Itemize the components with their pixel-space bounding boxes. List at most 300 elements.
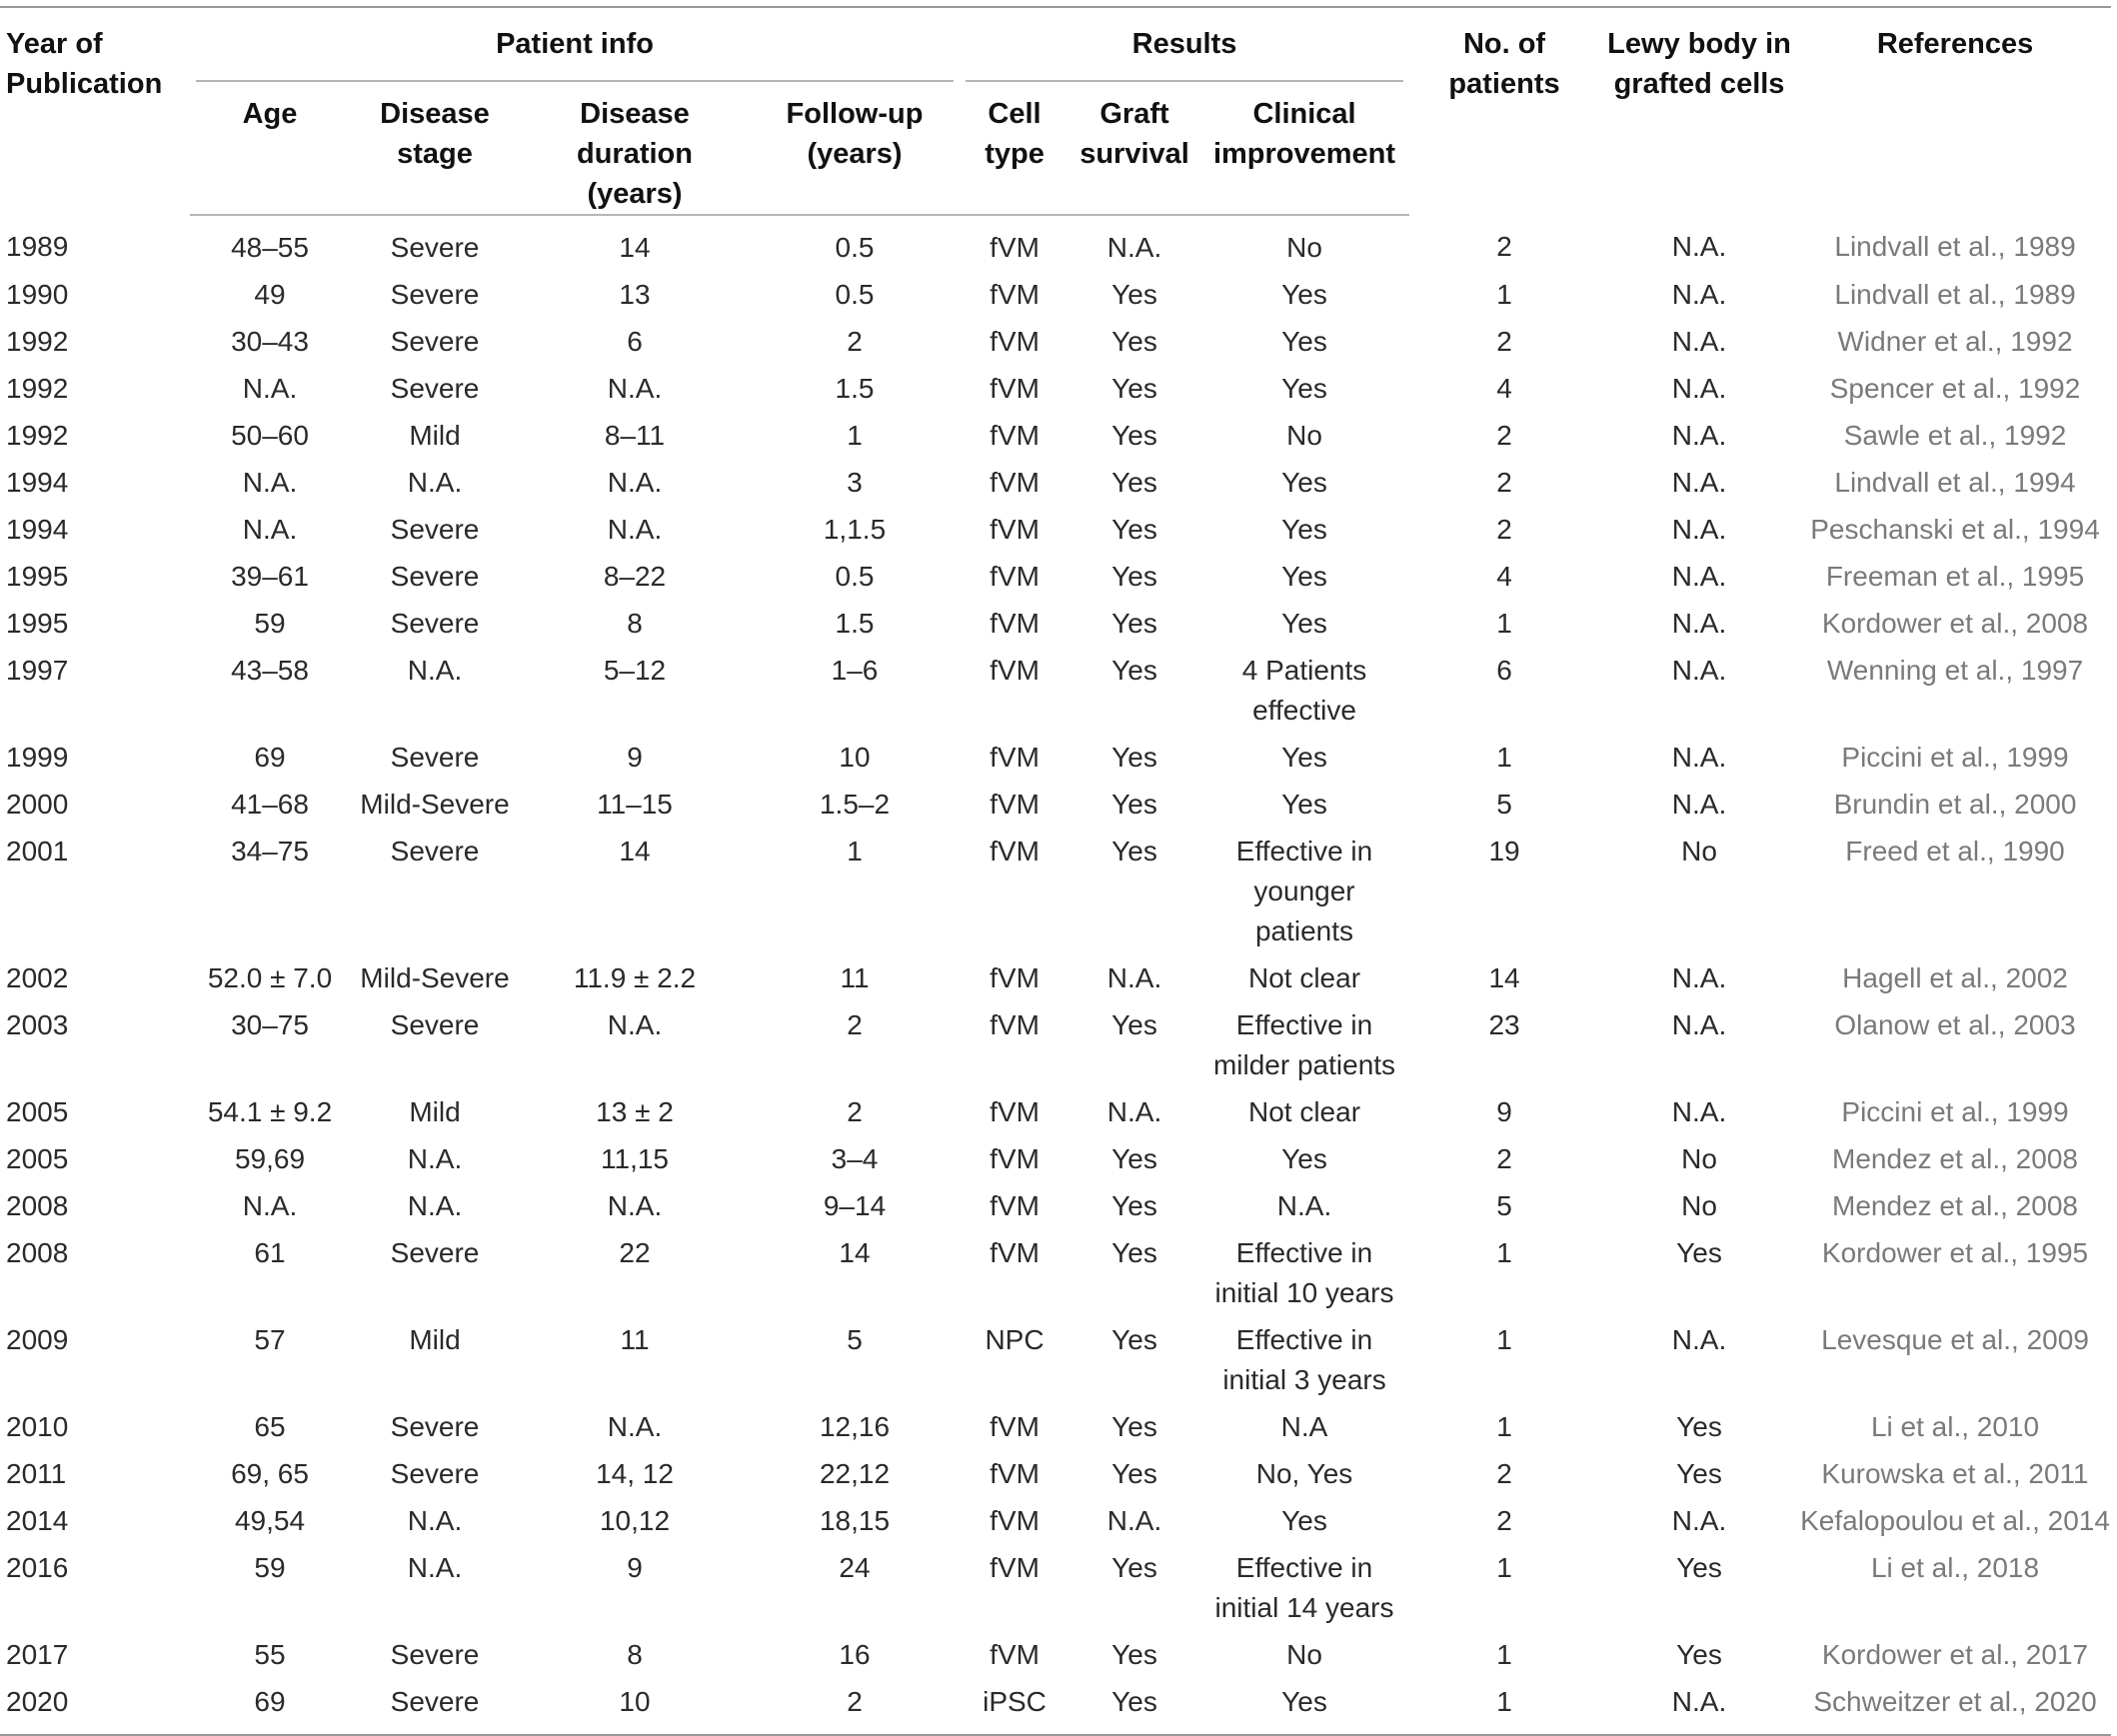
cell-graft-survival: Yes: [1111, 1324, 1157, 1355]
table-row: [0, 1675, 2111, 1735]
table-row: [0, 362, 2111, 409]
cell-reference: Widner et al., 1992: [1837, 326, 2073, 357]
cell-graft-survival: N.A.: [1106, 1096, 1162, 1127]
header-age: Age: [190, 82, 350, 215]
cell-year: 1989: [6, 231, 69, 262]
cell-disease-duration: N.A.: [607, 373, 663, 404]
cell-year: 1992: [6, 420, 69, 451]
cell-graft-survival: Yes: [1111, 1686, 1157, 1717]
cell-graft-survival: Yes: [1111, 1458, 1157, 1489]
cell-reference: Lindvall et al., 1989: [1834, 231, 2076, 262]
cell-year: 2008: [6, 1190, 69, 1221]
table-row: [0, 951, 2111, 998]
header-disease-stage: Disease stage: [350, 82, 520, 215]
cell-disease-stage: Severe: [390, 561, 480, 592]
cell-follow-up: 0.5: [835, 232, 875, 263]
cell-year: 2005: [6, 1096, 69, 1127]
cell-clinical-improvement: Not clear: [1247, 962, 1361, 993]
cell-age: 54.1 ± 9.2: [207, 1096, 333, 1127]
cell-reference: Lindvall et al., 1994: [1834, 467, 2076, 498]
cell-reference: Piccini et al., 1999: [1841, 742, 2069, 773]
cell-year: 1999: [6, 742, 69, 773]
cell-lewy-body: N.A.: [1671, 279, 1727, 310]
cell-reference: Mendez et al., 2008: [1832, 1190, 2078, 1221]
cell-disease-stage: Severe: [390, 514, 480, 545]
cell-disease-duration: 8–11: [604, 420, 666, 451]
table-row: [0, 268, 2111, 315]
cell-lewy-body: N.A.: [1671, 467, 1727, 498]
cell-graft-survival: Yes: [1111, 1190, 1157, 1221]
cell-clinical-improvement: Yes: [1281, 514, 1327, 545]
table-row: [0, 1447, 2111, 1494]
cell-lewy-body: No: [1681, 1143, 1717, 1174]
cell-cell-type: fVM: [990, 836, 1040, 867]
cell-graft-survival: Yes: [1111, 742, 1157, 773]
cell-year: 2010: [6, 1411, 69, 1442]
cell-cell-type: fVM: [990, 373, 1040, 404]
cell-graft-survival: Yes: [1111, 1237, 1157, 1268]
cell-cell-type: fVM: [990, 1411, 1040, 1442]
header-lewy-body: Lewy body in grafted cells: [1607, 28, 1791, 100]
cell-disease-stage: N.A.: [407, 1190, 463, 1221]
cell-graft-survival: Yes: [1111, 1411, 1157, 1442]
table-body: [0, 215, 2111, 1735]
header-patient-info: Patient info: [190, 7, 960, 82]
cell-follow-up: 2: [847, 1096, 863, 1127]
cell-age: 34–75: [231, 836, 309, 867]
cell-lewy-body: N.A.: [1671, 231, 1727, 262]
cell-year: 2002: [6, 962, 69, 993]
cell-clinical-improvement: Yes: [1281, 326, 1327, 357]
cell-age: 59: [254, 1552, 286, 1583]
cell-cell-type: fVM: [990, 1190, 1040, 1221]
table-row: [0, 503, 2111, 550]
table-row: [0, 315, 2111, 362]
cell-disease-duration: 11,15: [601, 1143, 669, 1174]
cell-lewy-body: No: [1681, 836, 1717, 867]
cell-no-patients: 2: [1496, 231, 1512, 262]
cell-follow-up: 0.5: [835, 561, 875, 592]
cell-year: 1990: [6, 279, 69, 310]
cell-cell-type: fVM: [990, 420, 1040, 451]
cell-graft-survival: Yes: [1111, 326, 1157, 357]
cell-disease-stage: N.A.: [407, 467, 463, 498]
cell-lewy-body: N.A.: [1671, 326, 1727, 357]
cell-disease-stage: Severe: [390, 1411, 480, 1442]
cell-disease-stage: Severe: [390, 326, 480, 357]
header-graft-survival: Graft survival: [1069, 82, 1199, 215]
cell-follow-up: 16: [839, 1639, 871, 1670]
cell-clinical-improvement: Effective in initial 14 years: [1214, 1552, 1394, 1623]
table-row: [0, 825, 2111, 951]
table-row: [0, 597, 2111, 644]
header-year: Year of Publication: [6, 28, 163, 100]
cell-disease-duration: 13 ± 2: [596, 1096, 674, 1127]
cell-no-patients: 5: [1496, 789, 1512, 820]
cell-reference: Kefalopoulou et al., 2014: [1800, 1505, 2110, 1536]
cell-no-patients: 2: [1496, 420, 1512, 451]
cell-reference: Piccini et al., 1999: [1841, 1096, 2069, 1127]
cell-disease-stage: Severe: [390, 232, 480, 263]
cell-clinical-improvement: 4 Patients effective: [1241, 655, 1367, 726]
cell-follow-up: 2: [847, 326, 863, 357]
cell-clinical-improvement: Effective in initial 3 years: [1222, 1324, 1386, 1395]
cell-age: 61: [254, 1237, 286, 1268]
cell-cell-type: fVM: [990, 561, 1040, 592]
cell-age: 30–43: [231, 326, 309, 357]
cell-reference: Olanow et al., 2003: [1834, 1009, 2076, 1040]
table-row: [0, 409, 2111, 456]
cell-disease-stage: Severe: [390, 836, 480, 867]
cell-age: N.A.: [242, 467, 298, 498]
cell-year: 2009: [6, 1324, 69, 1355]
cell-disease-stage: Severe: [390, 1458, 480, 1489]
cell-lewy-body: N.A.: [1671, 655, 1727, 686]
cell-year: 1992: [6, 326, 69, 357]
cell-reference: Mendez et al., 2008: [1832, 1143, 2078, 1174]
cell-reference: Kurowska et al., 2011: [1821, 1458, 2089, 1489]
cell-cell-type: fVM: [990, 608, 1040, 639]
cell-clinical-improvement: Effective in milder patients: [1212, 1009, 1396, 1080]
cell-no-patients: 1: [1496, 1552, 1512, 1583]
cell-disease-duration: 13: [619, 279, 651, 310]
cell-follow-up: 22,12: [819, 1458, 891, 1489]
cell-lewy-body: N.A.: [1671, 514, 1727, 545]
cell-year: 1995: [6, 608, 69, 639]
cell-age: 30–75: [231, 1009, 309, 1040]
cell-cell-type: fVM: [990, 467, 1040, 498]
cell-follow-up: 2: [847, 1686, 863, 1717]
cell-disease-duration: 14: [619, 836, 651, 867]
cell-year: 2005: [6, 1143, 69, 1174]
cell-lewy-body: N.A.: [1671, 742, 1727, 773]
cell-clinical-improvement: Yes: [1281, 561, 1327, 592]
table-row: [0, 998, 2111, 1085]
cell-disease-stage: Severe: [390, 1009, 480, 1040]
table-row: [0, 644, 2111, 731]
cell-graft-survival: Yes: [1111, 561, 1157, 592]
cell-clinical-improvement: Yes: [1281, 789, 1327, 820]
cell-disease-duration: N.A.: [607, 1190, 663, 1221]
cell-lewy-body: Yes: [1676, 1411, 1722, 1442]
cell-year: 2001: [6, 836, 69, 867]
cell-no-patients: 1: [1496, 279, 1512, 310]
cell-follow-up: 5: [847, 1324, 863, 1355]
header-clinical-improvement: Clinical improvement: [1199, 82, 1409, 215]
cell-graft-survival: Yes: [1111, 279, 1157, 310]
cell-clinical-improvement: N.A.: [1276, 1190, 1332, 1221]
table-row: [0, 456, 2111, 503]
cell-clinical-improvement: Yes: [1281, 279, 1327, 310]
cell-lewy-body: Yes: [1676, 1639, 1722, 1670]
cell-reference: Kordower et al., 2008: [1821, 608, 2089, 639]
cell-year: 2016: [6, 1552, 69, 1583]
cell-disease-duration: 9: [627, 1552, 643, 1583]
cell-no-patients: 2: [1496, 514, 1512, 545]
cell-clinical-improvement: Effective in initial 10 years: [1214, 1237, 1394, 1308]
cell-disease-stage: Severe: [390, 742, 480, 773]
cell-cell-type: fVM: [990, 1505, 1040, 1536]
cell-no-patients: 1: [1496, 1639, 1512, 1670]
cell-age: 48–55: [231, 232, 309, 263]
cell-age: N.A.: [242, 373, 298, 404]
header-disease-duration: Disease duration (years): [520, 82, 750, 215]
cell-follow-up: 0.5: [835, 279, 875, 310]
cell-disease-duration: 8: [627, 608, 643, 639]
cell-follow-up: 12,16: [819, 1411, 891, 1442]
cell-no-patients: 5: [1496, 1190, 1512, 1221]
cell-no-patients: 6: [1496, 655, 1512, 686]
header-no-patients: No. of patients: [1448, 28, 1560, 100]
cell-lewy-body: N.A.: [1671, 1009, 1727, 1040]
cell-follow-up: 1.5–2: [819, 789, 891, 820]
cell-disease-duration: 10: [619, 1686, 651, 1717]
cell-age: 69, 65: [231, 1458, 309, 1489]
table-row: [0, 1179, 2111, 1226]
cell-lewy-body: Yes: [1676, 1552, 1722, 1583]
cell-year: 2017: [6, 1639, 69, 1670]
cell-year: 2014: [6, 1505, 69, 1536]
cell-cell-type: fVM: [990, 1096, 1040, 1127]
cell-reference: Freed et al., 1990: [1845, 836, 2065, 867]
cell-follow-up: 9–14: [823, 1190, 887, 1221]
header-follow-up: Follow-up (years): [750, 82, 960, 215]
cell-graft-survival: Yes: [1111, 789, 1157, 820]
cell-disease-duration: 11–15: [597, 789, 673, 820]
cell-disease-duration: 14: [619, 232, 651, 263]
cell-disease-stage: Mild-Severe: [360, 789, 510, 820]
cell-reference: Wenning et al., 1997: [1826, 655, 2084, 686]
cell-reference: Kordower et al., 2017: [1821, 1639, 2089, 1670]
cell-disease-stage: Severe: [390, 1686, 480, 1717]
cell-follow-up: 1.5: [835, 373, 875, 404]
cell-disease-stage: N.A.: [407, 1552, 463, 1583]
cell-lewy-body: N.A.: [1671, 1505, 1727, 1536]
cell-graft-survival: Yes: [1111, 655, 1157, 686]
cell-reference: Kordower et al., 1995: [1821, 1237, 2089, 1268]
cell-clinical-improvement: Yes: [1281, 1505, 1327, 1536]
cell-reference: Lindvall et al., 1989: [1834, 279, 2076, 310]
cell-year: 1994: [6, 514, 69, 545]
cell-disease-stage: N.A.: [407, 1505, 463, 1536]
cell-lewy-body: No: [1681, 1190, 1717, 1221]
cell-clinical-improvement: N.A: [1280, 1411, 1328, 1442]
cell-no-patients: 2: [1496, 1143, 1512, 1174]
cell-lewy-body: N.A.: [1671, 1096, 1727, 1127]
cell-lewy-body: Yes: [1676, 1237, 1722, 1268]
cell-disease-duration: 9: [627, 742, 643, 773]
cell-clinical-improvement: Not clear: [1247, 1096, 1361, 1127]
cell-follow-up: 1,1.5: [823, 514, 887, 545]
cell-no-patients: 2: [1496, 1505, 1512, 1536]
cell-year: 1995: [6, 561, 69, 592]
cell-disease-duration: 11: [620, 1324, 650, 1355]
transplant-studies-table: [0, 6, 2111, 1736]
cell-no-patients: 4: [1496, 561, 1512, 592]
cell-follow-up: 1–6: [831, 655, 879, 686]
cell-no-patients: 1: [1496, 1686, 1512, 1717]
cell-disease-duration: 14, 12: [596, 1458, 674, 1489]
cell-cell-type: fVM: [990, 962, 1040, 993]
cell-disease-duration: 5–12: [603, 655, 667, 686]
cell-graft-survival: N.A.: [1106, 962, 1162, 993]
cell-age: N.A.: [242, 514, 298, 545]
cell-cell-type: fVM: [990, 655, 1040, 686]
cell-graft-survival: Yes: [1111, 1552, 1157, 1583]
cell-cell-type: fVM: [990, 514, 1040, 545]
table-row: [0, 550, 2111, 597]
cell-clinical-improvement: Yes: [1281, 742, 1327, 773]
table-row: [0, 1313, 2111, 1400]
cell-graft-survival: Yes: [1111, 1009, 1157, 1040]
cell-age: 43–58: [231, 655, 309, 686]
cell-follow-up: 1: [847, 836, 863, 867]
cell-lewy-body: N.A.: [1671, 1324, 1727, 1355]
cell-follow-up: 2: [847, 1009, 863, 1040]
cell-no-patients: 14: [1488, 962, 1520, 993]
cell-no-patients: 2: [1496, 467, 1512, 498]
cell-follow-up: 3–4: [831, 1143, 879, 1174]
table-row: [0, 1494, 2111, 1541]
cell-clinical-improvement: Yes: [1281, 467, 1327, 498]
cell-clinical-improvement: Yes: [1281, 1143, 1327, 1174]
cell-cell-type: fVM: [990, 279, 1040, 310]
cell-disease-stage: Mild: [409, 420, 461, 451]
cell-follow-up: 24: [839, 1552, 871, 1583]
cell-cell-type: fVM: [990, 1237, 1040, 1268]
cell-graft-survival: N.A.: [1106, 232, 1162, 263]
cell-disease-stage: Severe: [390, 1237, 480, 1268]
cell-reference: Hagell et al., 2002: [1842, 962, 2068, 993]
cell-disease-duration: 8–22: [603, 561, 667, 592]
cell-disease-stage: Severe: [390, 1639, 480, 1670]
table-row: [0, 1085, 2111, 1132]
table-row: [0, 1628, 2111, 1675]
cell-age: 59,69: [234, 1143, 306, 1174]
cell-age: 59: [254, 608, 286, 639]
cell-reference: Li et al., 2018: [1870, 1552, 2040, 1583]
cell-year: 2008: [6, 1237, 69, 1268]
cell-cell-type: fVM: [990, 1639, 1040, 1670]
cell-graft-survival: Yes: [1111, 1143, 1157, 1174]
cell-disease-stage: Mild-Severe: [360, 962, 510, 993]
cell-disease-duration: 6: [627, 326, 643, 357]
cell-disease-stage: N.A.: [407, 655, 463, 686]
header-results: Results: [960, 7, 1409, 82]
cell-graft-survival: Yes: [1111, 836, 1157, 867]
cell-graft-survival: Yes: [1111, 608, 1157, 639]
cell-disease-duration: N.A.: [607, 1009, 663, 1040]
cell-no-patients: 1: [1496, 1411, 1512, 1442]
cell-disease-duration: N.A.: [607, 467, 663, 498]
cell-year: 1994: [6, 467, 69, 498]
cell-disease-stage: Severe: [390, 279, 480, 310]
cell-clinical-improvement: Yes: [1281, 373, 1327, 404]
cell-age: 57: [254, 1324, 286, 1355]
cell-age: 69: [254, 1686, 286, 1717]
cell-follow-up: 14: [839, 1237, 871, 1268]
cell-graft-survival: N.A.: [1106, 1505, 1162, 1536]
table-row: [0, 731, 2111, 778]
cell-cell-type: fVM: [990, 1143, 1040, 1174]
cell-reference: Sawle et al., 1992: [1843, 420, 2067, 451]
cell-cell-type: fVM: [990, 742, 1040, 773]
cell-no-patients: 1: [1496, 742, 1512, 773]
cell-cell-type: fVM: [990, 1552, 1040, 1583]
cell-cell-type: iPSC: [983, 1686, 1047, 1717]
cell-year: 1997: [6, 655, 69, 686]
cell-no-patients: 1: [1496, 1324, 1512, 1355]
cell-cell-type: NPC: [985, 1324, 1045, 1355]
cell-reference: Spencer et al., 1992: [1829, 373, 2081, 404]
cell-year: 2011: [6, 1458, 67, 1489]
table-row: [0, 215, 2111, 268]
cell-clinical-improvement: Effective in younger patients: [1235, 836, 1373, 946]
cell-lewy-body: N.A.: [1671, 420, 1727, 451]
cell-year: 2020: [6, 1686, 69, 1717]
cell-disease-duration: N.A.: [607, 1411, 663, 1442]
cell-follow-up: 11: [840, 962, 870, 993]
cell-disease-duration: N.A.: [607, 514, 663, 545]
cell-no-patients: 1: [1496, 608, 1512, 639]
cell-clinical-improvement: Yes: [1281, 608, 1327, 639]
cell-no-patients: 1: [1496, 1237, 1512, 1268]
cell-no-patients: 23: [1488, 1009, 1520, 1040]
table-row: [0, 778, 2111, 825]
cell-lewy-body: N.A.: [1671, 373, 1727, 404]
cell-clinical-improvement: No: [1286, 232, 1322, 263]
cell-cell-type: fVM: [990, 232, 1040, 263]
cell-lewy-body: N.A.: [1671, 962, 1727, 993]
cell-clinical-improvement: Yes: [1281, 1686, 1327, 1717]
cell-no-patients: 4: [1496, 373, 1512, 404]
header-cell-type: Cell type: [960, 82, 1069, 215]
cell-year: 2000: [6, 789, 69, 820]
cell-age: 49: [254, 279, 286, 310]
cell-disease-duration: 8: [627, 1639, 643, 1670]
cell-age: 65: [254, 1411, 286, 1442]
cell-age: 39–61: [231, 561, 309, 592]
cell-disease-duration: 22: [619, 1237, 651, 1268]
cell-follow-up: 18,15: [819, 1505, 891, 1536]
cell-disease-duration: 11.9 ± 2.2: [573, 962, 697, 993]
cell-follow-up: 1: [847, 420, 863, 451]
cell-lewy-body: N.A.: [1671, 561, 1727, 592]
cell-disease-duration: 10,12: [599, 1505, 671, 1536]
cell-follow-up: 1.5: [835, 608, 875, 639]
table-row: [0, 1226, 2111, 1313]
cell-lewy-body: N.A.: [1671, 608, 1727, 639]
cell-cell-type: fVM: [990, 789, 1040, 820]
cell-cell-type: fVM: [990, 1009, 1040, 1040]
cell-reference: Levesque et al., 2009: [1821, 1324, 2089, 1355]
cell-reference: Peschanski et al., 1994: [1810, 514, 2100, 545]
table-row: [0, 1400, 2111, 1447]
cell-cell-type: fVM: [990, 326, 1040, 357]
cell-graft-survival: Yes: [1111, 420, 1157, 451]
cell-year: 1992: [6, 373, 69, 404]
cell-clinical-improvement: No: [1286, 1639, 1322, 1670]
cell-disease-stage: Mild: [409, 1324, 461, 1355]
table-row: [0, 1541, 2111, 1628]
cell-disease-stage: N.A.: [407, 1143, 463, 1174]
cell-year: 2003: [6, 1009, 69, 1040]
cell-no-patients: 9: [1496, 1096, 1512, 1127]
header-references: References: [1876, 28, 2034, 60]
cell-no-patients: 2: [1496, 326, 1512, 357]
cell-lewy-body: Yes: [1676, 1458, 1722, 1489]
cell-age: 52.0 ± 7.0: [207, 962, 333, 993]
